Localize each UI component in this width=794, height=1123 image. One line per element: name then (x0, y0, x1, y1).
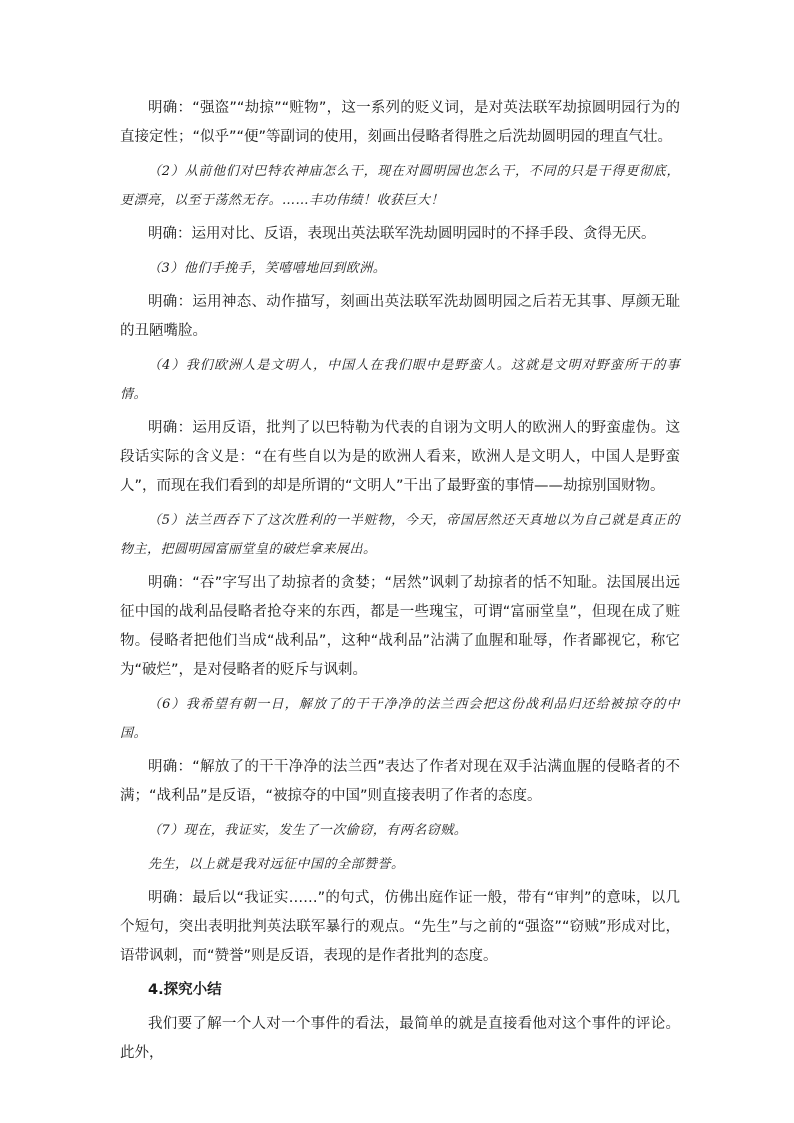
paragraph-analysis-5: 明确：“吞”字写出了劫掠者的贪婪；“居然”讽刺了劫掠者的恬不知耻。法国展出远征中国的战利品侵略者抢夺来的东西，都是一些瑰宝，可谓“富丽堂皇”，但现在成了赃物。侵略者把他们当成“战利品”，这种“战利品”沾满了血腥和耻辱，作者鄙视它，称它为“破烂”，是对侵略者的贬斥与讽刺。 (120, 575, 680, 678)
quote-excerpt-7: （7）现在，我证实，发生了一次偷窃，有两名窃贼。 (148, 823, 468, 838)
quote-excerpt-6: （6）我希望有朝一日，解放了的干干净净的法兰西会把这份战利品归还给被掠夺的中国。 (120, 697, 680, 741)
quote-excerpt-5: （5）法兰西吞下了这次胜利的一半赃物，今天，帝国居然还天真地以为自己就是真正的物主，把圆明园富丽堂皇的破烂拿来展出。 (120, 513, 680, 557)
paragraph-analysis-3: 明确：运用神态、动作描写，刻画出英法联军洗劫圆明园之后若无其事、厚颜无耻的丑陋嘴脸。 (120, 294, 680, 339)
paragraph-analysis-4: 明确：运用反语，批判了以巴特勒为代表的自诩为文明人的欧洲人的野蛮虚伪。这段话实际的含义是：“在有些自以为是的欧洲人看来，欧洲人是文明人，中国人是野蛮人”，而现在我们看到的却是所谓的“文明人”干出了最野蛮的事情——劫掠别国财物。 (120, 420, 680, 494)
quote-excerpt-7-continued: 先生，以上就是我对远征中国的全部赞誉。 (148, 857, 405, 872)
quote-excerpt-2: （2）从前他们对巴特农神庙怎么干，现在对圆明园也怎么干，不同的只是干得更彻底，更漂亮，以至于荡然无存。……丰功伟绩！收获巨大！ (120, 164, 680, 208)
paragraph-analysis-7: 明确：最后以“我证实……”的句式，仿佛出庭作证一般，带有“审判”的意味，以几个短句，突出表明批判英法联军暴行的观点。“先生”与之前的“强盗”“窃贼”形成对比，语带讽刺，而“赞誉”则是反语，表现的是作者批判的态度。 (120, 890, 680, 964)
document-body (120, 94, 680, 1073)
paragraph-summary: 我们要了解一个人对一个事件的看法，最简单的就是直接看他对这个事件的评论。此外， (120, 1016, 680, 1061)
paragraph-analysis-2: 明确：运用对比、反语，表现出英法联军洗劫圆明园时的不择手段、贪得无厌。 (148, 226, 656, 242)
section-heading: 4.探究小结 (148, 982, 222, 998)
paragraph-analysis-1: 明确：“强盗”“劫掠”“赃物”，这一系列的贬义词，是对英法联军劫掠圆明园行为的直接定性；“似乎”“便”等副词的使用，刻画出侵略者得胜之后洗劫圆明园的理直气壮。 (120, 100, 680, 145)
paragraph-analysis-6: 明确：“解放了的干干净净的法兰西”表达了作者对现在双手沾满血腥的侵略者的不满；“战利品”是反语，“被掠夺的中国”则直接表明了作者的态度。 (120, 759, 680, 804)
quote-excerpt-3: （3）他们手挽手，笑嘻嘻地回到欧洲。 (148, 261, 387, 276)
quote-excerpt-4: （4）我们欧洲人是文明人，中国人在我们眼中是野蛮人。这就是文明对野蛮所干的事情。 (120, 358, 680, 402)
